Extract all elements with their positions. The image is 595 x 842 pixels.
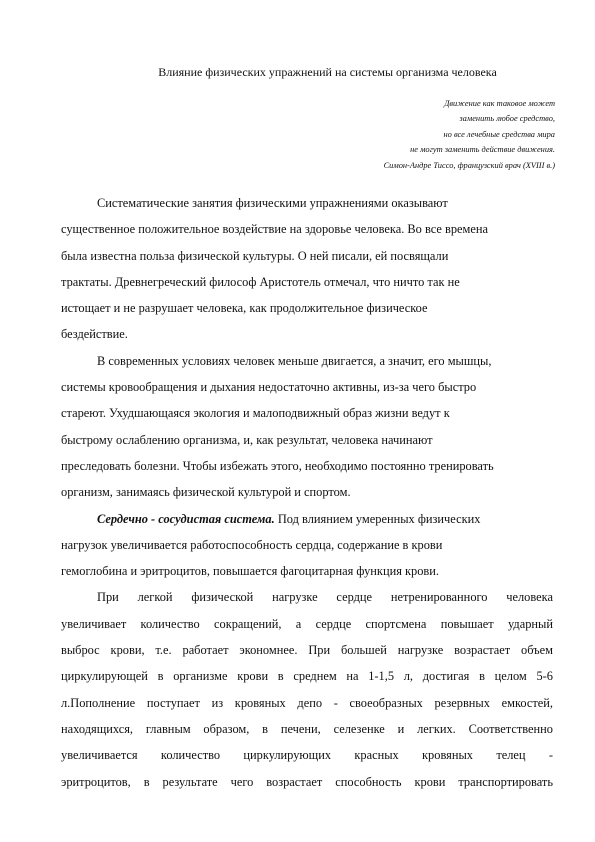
paragraph-line: л.Пополнение поступает из кровяных депо - своеобразных резервных емкостей, [61,695,553,710]
paragraph-line: находящихся, главным образом, в печени, селезенке и легких. Соответственно [61,721,553,736]
paragraph-line: увеличивается количество циркулирующих красных кровяных телец - [61,748,553,763]
paragraph [61,190,553,348]
epigraph-line: заменить любое средство, [459,114,555,124]
paragraph-line: Систематические занятия физическими упражнениями оказывают [97,196,448,210]
paragraph-line: стареют. Ухудшающаяся экология и малоподвижный образ жизни ведут к [61,406,450,421]
paragraph-line: При легкой физической нагрузке сердце нетренированного человека [97,590,553,605]
epigraph-line: Движение как таковое может [444,99,555,108]
paragraph-line: быстрому ослаблению организма, и, как результат, человека начинают [61,432,433,447]
paragraph-line: системы кровообращения и дыхания недостаточно активны, из-за чего быстро [61,380,477,395]
document-title: Влияние физических упражнений на системы организма человека [158,65,497,79]
paragraph-line: увеличивает количество сокращений, а сердце спортсмена повышает ударный [61,616,553,631]
paragraph-line: В современных условиях человек меньше двигается, а значит, его мышцы, [97,353,492,368]
paragraph [61,348,553,506]
paragraph [61,584,553,794]
paragraph-line: эритроцитов, в результате чего возрастает способность крови транспортировать [61,774,553,789]
paragraph [61,506,553,585]
paragraph-line: нагрузок увеличивается работоспособность сердца, содержание в крови [61,537,443,552]
paragraph-line: истощает и не разрушает человека, как продолжительное физическое [61,301,428,316]
paragraph-line: Под влиянием умеренных физических [274,511,481,526]
document-body [61,190,553,795]
paragraph-line: бездействие. [61,327,128,342]
paragraph-line: выброс крови, т.е. работает экономнее. При большей нагрузке возрастает объем [61,643,553,658]
paragraph-line: существенное положительное воздействие на здоровье человека. Во все времена [61,222,488,237]
paragraph-line: циркулирующей в организме крови в среднем на 1-1,5 л, достигая в целом 5-6 [61,669,553,684]
epigraph-attribution: Симон-Андре Тиссо, французский врач (XVIII в.) [383,160,555,170]
epigraph [295,96,555,173]
paragraph-line: организм, занимаясь физической культурой и спортом. [61,485,351,500]
epigraph-line: не могут заменить действие движения. [410,145,555,155]
paragraph-line: трактаты. Древнегреческий философ Аристотель отмечал, что ничто так не [61,274,460,289]
paragraph-line: гемоглобина и эритроцитов, повышается фагоцитарная функция крови. [61,564,439,579]
paragraph-line: преследовать болезни. Чтобы избежать этого, необходимо постоянно тренировать [61,458,494,473]
epigraph-line: но все лечебные средства мира [443,129,555,139]
section-term: Сердечно - сосудистая система. [97,511,275,526]
paragraph-line: была известна польза физической культуры. О ней писали, ей посвящали [61,248,449,263]
